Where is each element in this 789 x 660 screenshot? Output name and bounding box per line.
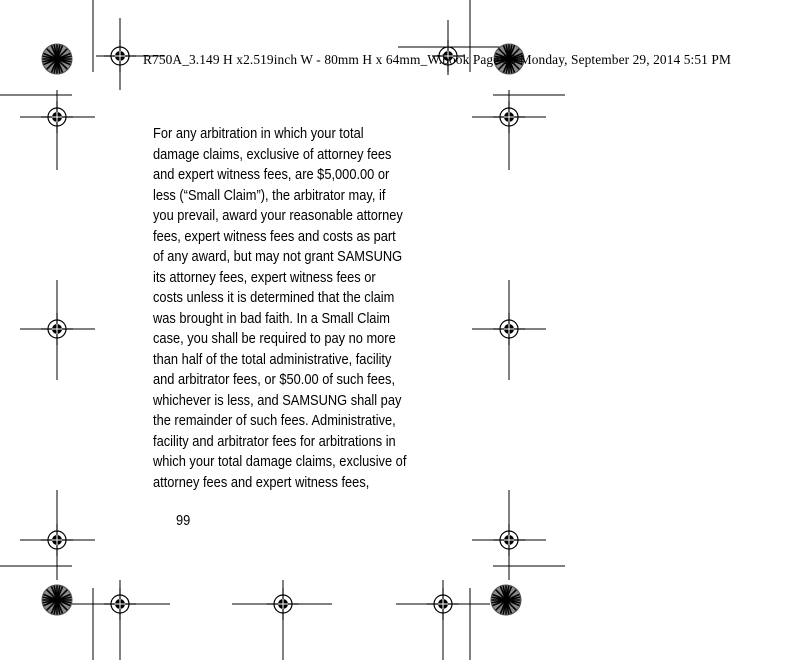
bottom-center-registration-mark [267, 588, 299, 620]
body-paragraph [153, 124, 417, 493]
bottom-right-registration-mark [427, 588, 459, 620]
body-line: and expert witness fees, are $5,000.00 or [153, 167, 390, 183]
bottom-right-star-target [491, 585, 521, 615]
body-line: less (“Small Claim”), the arbitrator may, if [153, 187, 386, 204]
body-line: For any arbitration in which your total [153, 126, 364, 142]
body-line: whichever is less, and SAMSUNG shall pay [153, 392, 402, 409]
body-line: attorney fees and expert witness fees, [153, 474, 370, 491]
print-slug-line: R750A_3.149 H x2.519inch W - 80mm H x 64mm_W.book Page 99 Monday, September 29, 2014 5:51 PM [143, 52, 731, 67]
body-line: which your total damage claims, exclusive of [153, 454, 407, 470]
body-line: case, you shall be required to pay no more [153, 331, 396, 347]
body-line: was brought in bad faith. In a Small Claim [153, 310, 390, 327]
bottom-left-star-target [42, 585, 72, 615]
body-line: of any award, but may not grant SAMSUNG [153, 249, 403, 265]
body-line: than half of the total administrative, facility [153, 351, 392, 368]
body-line: costs unless it is determined that the claim [153, 290, 395, 306]
body-line: fees, expert witness fees and costs as part [153, 228, 396, 245]
body-line: you prevail, award your reasonable attorney [153, 208, 403, 224]
left-upper-registration-mark [41, 101, 73, 133]
body-line: and arbitrator fees, or $50.00 of such fees, [153, 372, 396, 388]
page-number: 99 [176, 513, 191, 529]
right-upper-registration-mark [493, 101, 525, 133]
body-line: its attorney fees, expert witness fees or [153, 269, 376, 286]
top-left-registration-mark [104, 40, 136, 72]
bottom-left-registration-mark [104, 588, 136, 620]
top-left-star-target [42, 44, 72, 74]
body-line: damage claims, exclusive of attorney fees [153, 146, 392, 163]
body-line: facility and arbitrator fees for arbitrations in [153, 433, 396, 450]
right-middle-registration-mark [493, 313, 525, 345]
body-line: the remainder of such fees. Administrative, [153, 413, 396, 429]
left-middle-registration-mark [41, 313, 73, 345]
right-lower-registration-mark [493, 524, 525, 556]
left-lower-registration-mark [41, 524, 73, 556]
